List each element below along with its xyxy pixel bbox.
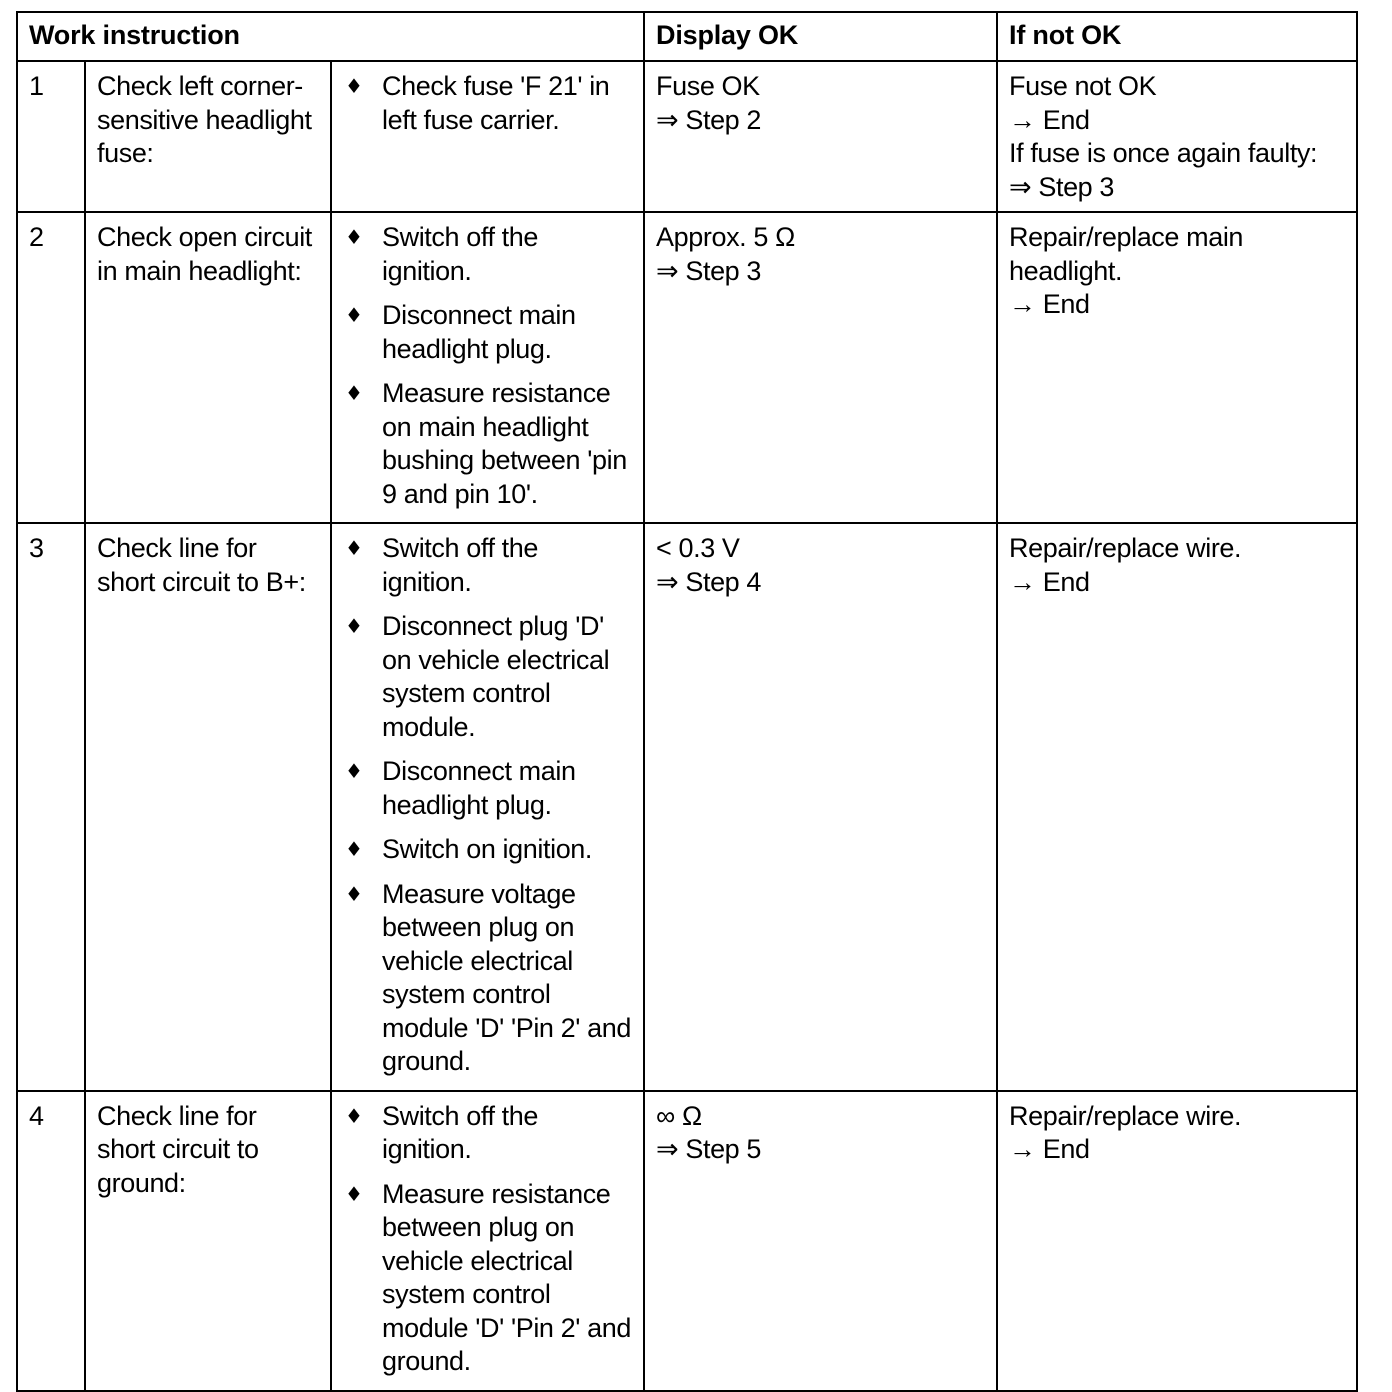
diamond-bullet-icon: ♦: [345, 759, 363, 783]
action-item: ♦ Disconnect main headlight plug.: [345, 756, 576, 820]
header-work-instruction: Work instruction: [17, 12, 644, 61]
display-ok-cell: [644, 523, 997, 1091]
not-ok-line: → End: [1009, 1134, 1090, 1164]
if-not-ok-cell: [997, 212, 1357, 523]
table-row: [17, 1091, 1357, 1391]
not-ok-line: → End: [1009, 104, 1090, 135]
ok-value: Fuse OK: [656, 71, 760, 101]
display-ok-cell: [644, 212, 997, 523]
action-item: ♦ Check fuse 'F 21' in left fuse carrier.: [345, 71, 610, 135]
ok-next-step: ⇒ Step 5: [656, 1134, 762, 1164]
diamond-bullet-icon: ♦: [345, 536, 363, 560]
work-instruction-table: [16, 11, 1358, 1392]
not-ok-line: Repair/replace main headlight.: [1009, 222, 1244, 286]
if-not-ok-cell: [997, 523, 1357, 1091]
ok-value: Approx. 5 Ω: [656, 222, 795, 252]
ok-next-step: ⇒ Step 4: [656, 566, 762, 597]
step-number: 2: [17, 212, 85, 523]
display-ok-cell: [644, 1091, 997, 1391]
ok-value: < 0.3 V: [656, 533, 740, 563]
table-row: [17, 212, 1357, 523]
step-description: Check open circuit in main headlight:: [85, 212, 331, 523]
not-ok-line: Repair/replace wire.: [1009, 1100, 1242, 1131]
diamond-bullet-icon: ♦: [345, 881, 363, 906]
step-description: Check line for short circuit to B+:: [85, 523, 331, 1091]
not-ok-line: → End: [1009, 289, 1090, 319]
if-not-ok-cell: [997, 1091, 1357, 1391]
action-item: ♦ Measure voltage between plug on vehicle electrical system control module 'D' 'Pin 2' and ground.: [345, 878, 631, 1076]
not-ok-line: Fuse not OK: [1009, 71, 1157, 101]
step-actions: [331, 61, 644, 212]
step-actions: [331, 1091, 644, 1391]
diamond-bullet-icon: ♦: [345, 1181, 363, 1206]
action-item: ♦ Measure resistance between plug on vehicle electrical system control module 'D' 'Pin 2' and ground.: [345, 1178, 631, 1376]
action-item: ♦ Measure resistance on main headlight bushing between 'pin 9 and pin 10'.: [345, 378, 627, 509]
not-ok-line: → End: [1009, 566, 1090, 597]
diamond-bullet-icon: ♦: [345, 614, 363, 638]
action-item: ♦ Disconnect plug 'D' on vehicle electrical system control module.: [345, 611, 610, 742]
display-ok-cell: [644, 61, 997, 212]
header-if-not-ok: If not OK: [997, 12, 1357, 61]
step-actions: [331, 523, 644, 1091]
step-actions: [331, 212, 644, 523]
action-item: ♦ Switch off the ignition.: [345, 1100, 538, 1164]
ok-value: ∞ Ω: [656, 1100, 702, 1131]
diamond-bullet-icon: ♦: [345, 303, 363, 327]
not-ok-line: Repair/replace wire.: [1009, 533, 1242, 563]
step-description: Check left corner-sensitive headlight fuse:: [85, 61, 331, 212]
diamond-bullet-icon: ♦: [345, 74, 363, 98]
step-number: 4: [17, 1091, 85, 1391]
step-description: Check line for short circuit to ground:: [85, 1091, 331, 1391]
table-header-row: [17, 12, 1357, 61]
table-row: [17, 61, 1357, 212]
diamond-bullet-icon: ♦: [345, 1103, 363, 1128]
ok-next-step: ⇒ Step 2: [656, 104, 762, 135]
action-item: ♦ Switch off the ignition.: [345, 533, 538, 597]
not-ok-line: ⇒ Step 3: [1009, 171, 1115, 202]
diamond-bullet-icon: ♦: [345, 837, 363, 861]
ok-next-step: ⇒ Step 3: [656, 255, 762, 286]
if-not-ok-cell: [997, 61, 1357, 212]
header-display-ok: Display OK: [644, 12, 997, 61]
diamond-bullet-icon: ♦: [345, 381, 363, 405]
table-row: [17, 523, 1357, 1091]
step-number: 3: [17, 523, 85, 1091]
diamond-bullet-icon: ♦: [345, 225, 363, 249]
action-item: ♦ Switch off the ignition.: [345, 222, 538, 286]
step-number: 1: [17, 61, 85, 212]
action-item: ♦ Disconnect main headlight plug.: [345, 300, 576, 364]
not-ok-line: If fuse is once again faulty:: [1009, 138, 1318, 168]
action-item: ♦ Switch on ignition.: [343, 833, 634, 867]
